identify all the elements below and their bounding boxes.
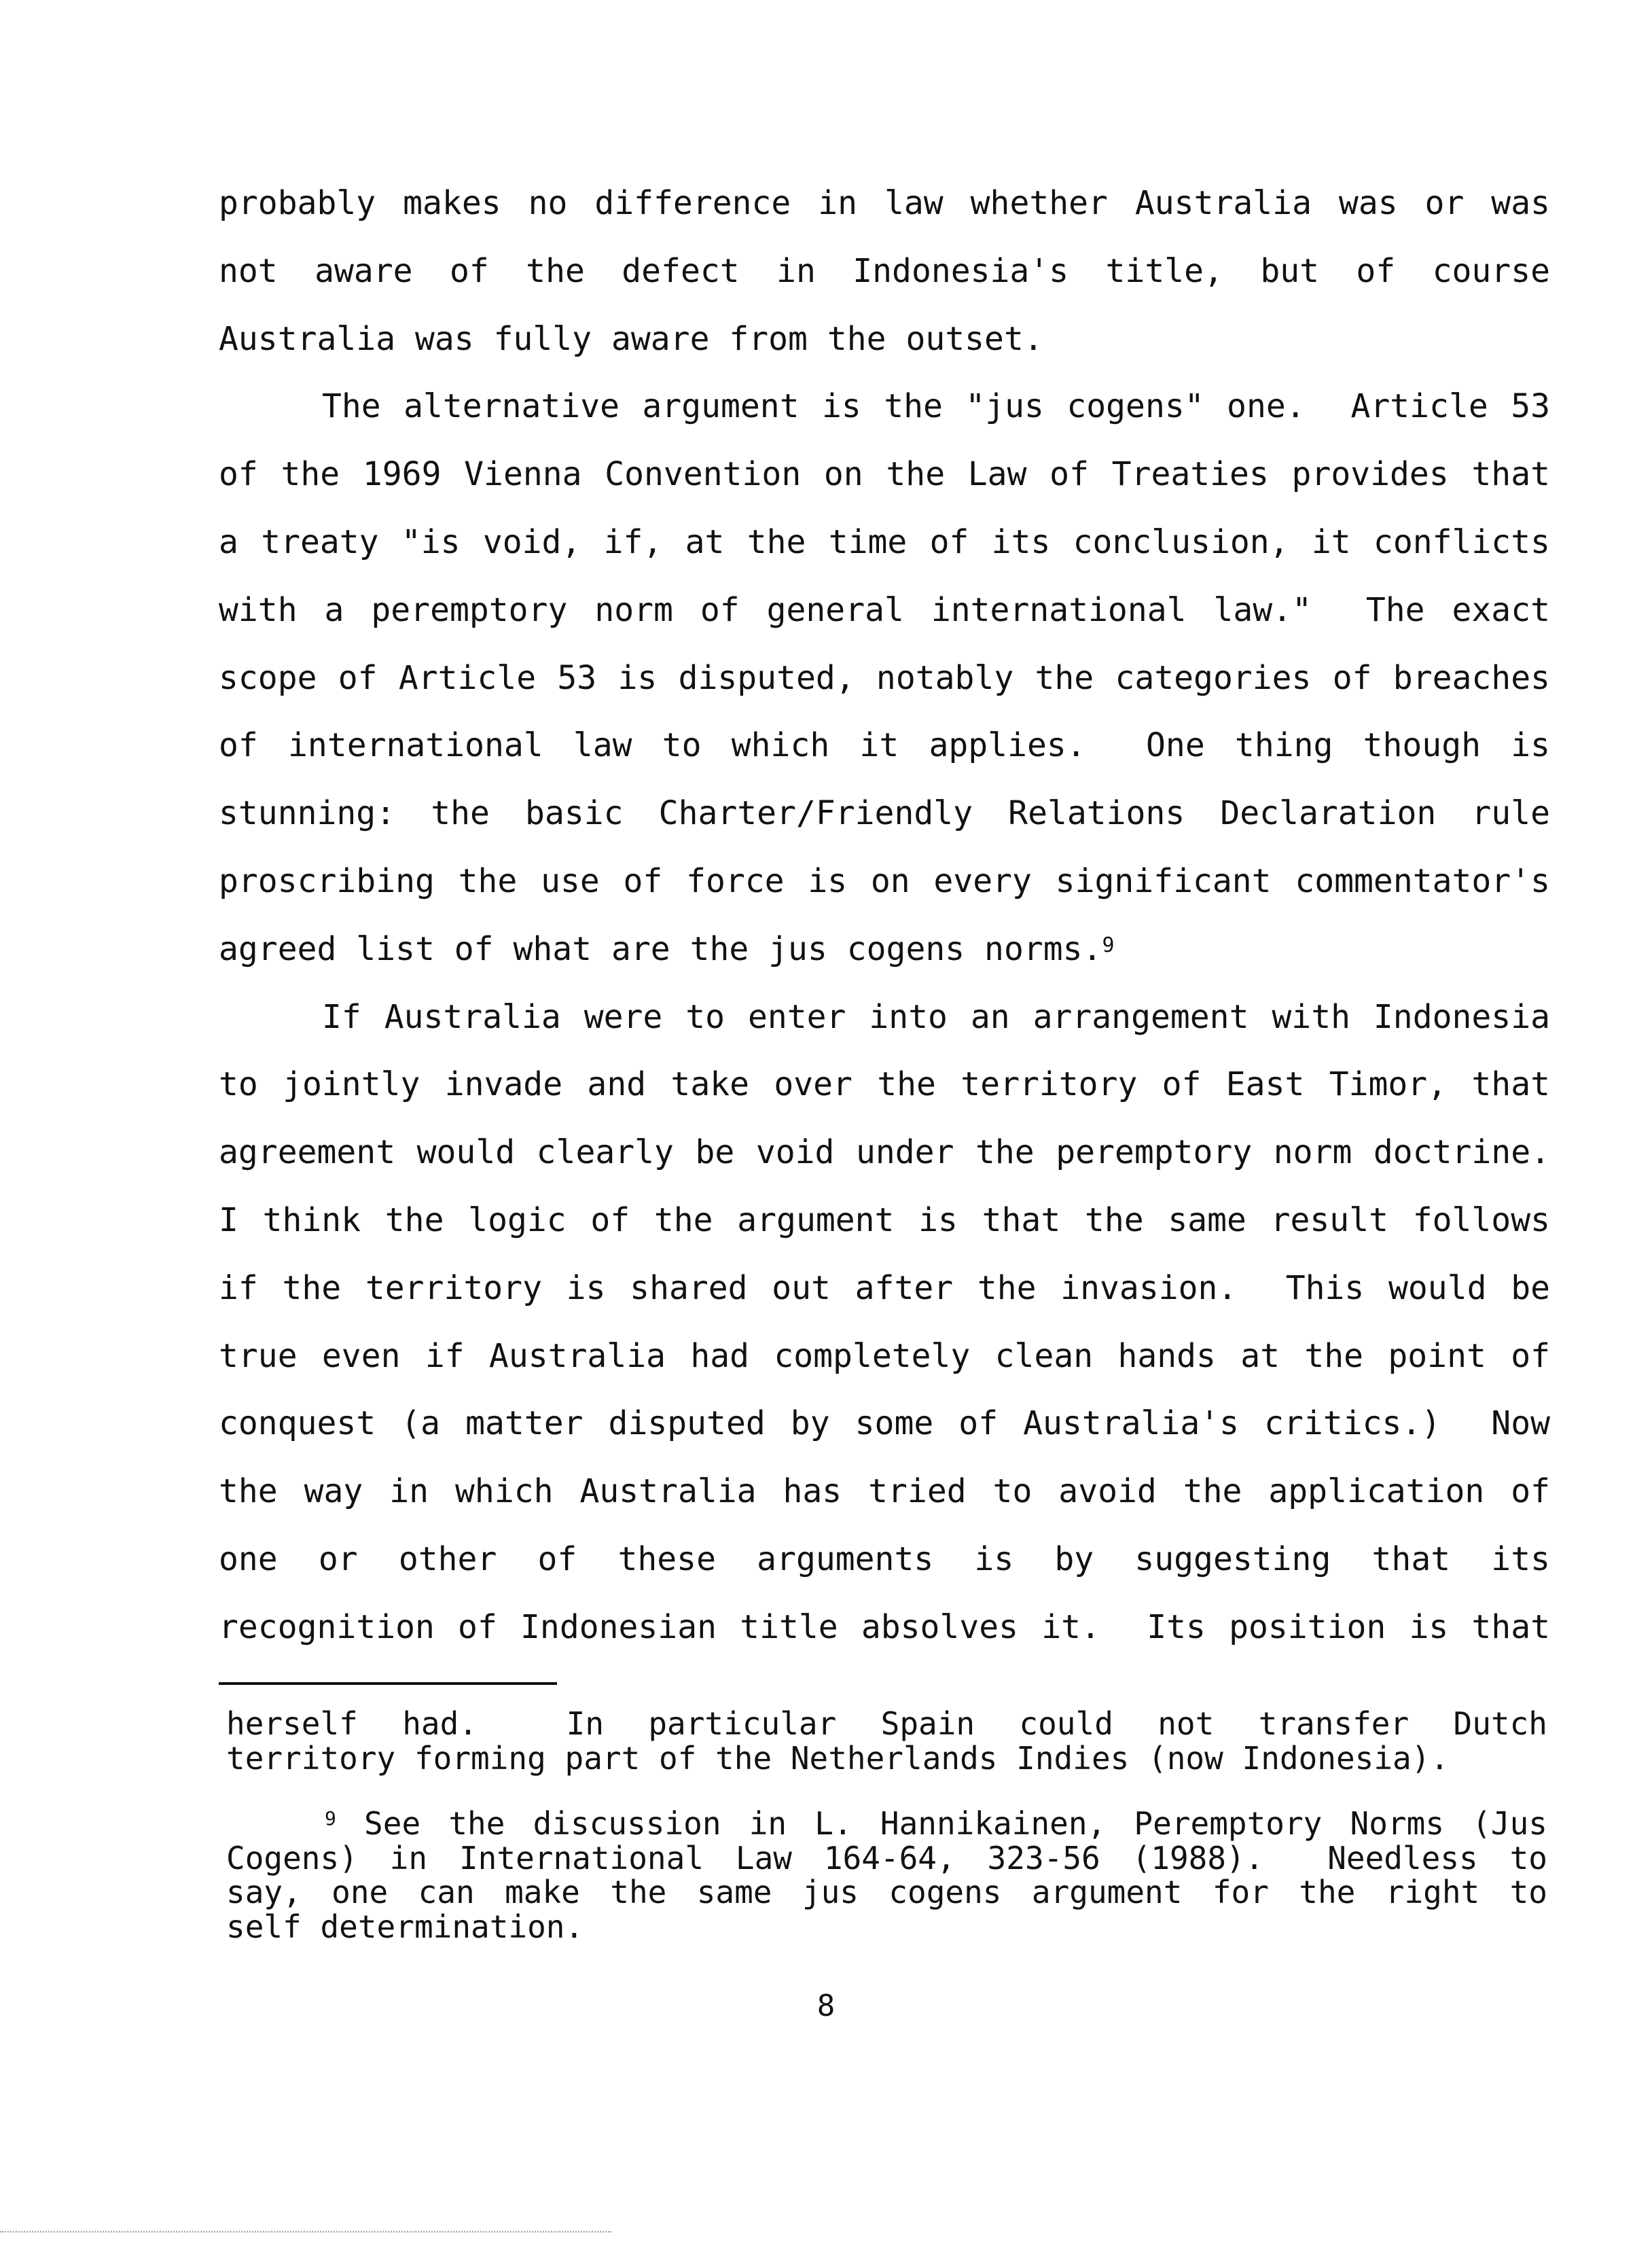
body-line: conquest (a matter disputed by some of Australia's critics.) Now	[219, 1404, 1550, 1443]
body-text	[219, 170, 1550, 1662]
footnote-marker: 9	[325, 1807, 336, 1830]
body-line: if the territory is shared out after the invasion. This would be	[219, 1268, 1550, 1307]
body-line: of international law to which it applies. One thing though is	[219, 726, 1550, 765]
footnotes	[226, 1707, 1547, 1944]
body-line: Australia was fully aware from the outset.	[219, 319, 1043, 358]
body-line: The alternative argument is the "jus cogens" one. Article 53	[322, 387, 1550, 426]
page-number: 8	[816, 1989, 836, 2023]
footnote-continued-line: territory forming part of the Netherlands Indies (now Indonesia).	[226, 1739, 1450, 1777]
body-line-text: agreed list of what are the jus cogens norms.	[219, 929, 1102, 968]
body-line: one or other of these arguments is by suggesting that its	[219, 1540, 1550, 1578]
footnote-9-line	[226, 1807, 1547, 1841]
footnote-9-line: say, one can make the same jus cogens argument for the right to	[226, 1874, 1547, 1910]
footnote-reference: 9	[1102, 933, 1115, 957]
footnote-9-line: self determination.	[226, 1908, 584, 1945]
footnote-continued-line: herself had. In particular Spain could not transfer Dutch	[226, 1705, 1547, 1742]
body-line: recognition of Indonesian title absolves it. Its position is that	[219, 1607, 1550, 1646]
footnote-separator	[219, 1682, 557, 1685]
footnote-gap	[226, 1775, 1547, 1807]
body-line: I think the logic of the argument is that the same result follows	[219, 1200, 1550, 1239]
body-line: not aware of the defect in Indonesia's title, but of course	[219, 251, 1550, 290]
body-line: to jointly invade and take over the territory of East Timor, that	[219, 1065, 1550, 1104]
scan-edge-artifact	[0, 2231, 611, 2232]
body-line: a treaty "is void, if, at the time of its conclusion, it conflicts	[219, 522, 1550, 561]
footnote-9-line: Cogens) in International Law 164-64, 323-56 (1988). Needless to	[226, 1839, 1547, 1876]
body-line: of the 1969 Vienna Convention on the Law of Treaties provides that	[219, 455, 1550, 494]
body-line: proscribing the use of force is on every significant commentator's	[219, 861, 1550, 900]
footnote-text: See the discussion in L. Hannikainen, Peremptory Norms (Jus	[336, 1805, 1547, 1842]
body-line: agreement would clearly be void under the peremptory norm doctrine.	[219, 1133, 1550, 1172]
body-line: If Australia were to enter into an arrangement with Indonesia	[322, 997, 1550, 1036]
body-line: with a peremptory norm of general international law." The exact	[219, 590, 1550, 629]
body-line: true even if Australia had completely clean hands at the point of	[219, 1336, 1550, 1375]
body-line: the way in which Australia has tried to avoid the application of	[219, 1472, 1550, 1511]
body-line: probably makes no difference in law whether Australia was or was	[219, 184, 1550, 222]
body-line-with-footnote-ref	[219, 916, 1550, 984]
body-line: stunning: the basic Charter/Friendly Relations Declaration rule	[219, 794, 1550, 833]
body-line: scope of Article 53 is disputed, notably the categories of breaches	[219, 658, 1550, 697]
